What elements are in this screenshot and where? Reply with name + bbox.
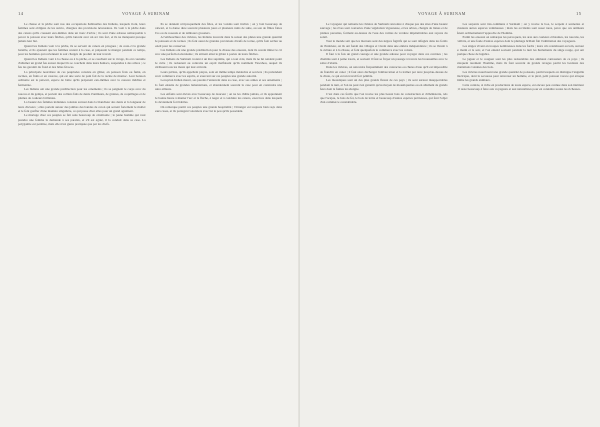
running-head: VOYAGE À SURINAM	[122, 11, 170, 16]
paragraph: Les Indiens de Surinam croient à un être suprême, qui a tout créé, mais ils ne lui rendent point de culte ; ils redoutent au contraire un esprit malfaisant qu'ils nomment Yawahou, auquel ils attribuent tous les maux qui leur arrivent.	[154, 56, 282, 70]
text-column	[18, 22, 146, 417]
paragraph: On remarque parmi ces peuples une grande hospitalité ; l'étranger est toujours bien reçu dans leurs cases, et ils partagent volontiers avec lui le peu qu'ils possèdent.	[154, 104, 282, 113]
paragraph: Ils se donnent réciproquement des fêtes, et les voisins sont invités ; on y boit beaucoup de paiwari, et la danse dure souvent plusieurs jours et plusieurs nuits de suite, au son de flûtes faites d'os ou de roseaux et de tambours grossiers.	[154, 22, 282, 35]
page-number: 15	[576, 11, 582, 16]
paragraph: Le jaguar et le couguar sont les plus redoutables des animaux carnassiers de ce pays ; ils attaquent rarement l'homme, mais ils font souvent de grands ravages parmi les bestiaux des plantations voisines des bois.	[456, 56, 584, 70]
paragraph: Le chasse et la pêche sont nos des occupations habituelles des Indiens, lesquels n'ont, leurs femmes sont obligées de les suivre, chargées des provisions nécessaires. Ils vont à la pêche dans des canots qu'ils creusent eux-mêmes dans un tronc d'arbre ; ils sont d'une adresse remarquable à percer le poisson avec leurs flèches, qu'ils lancent avec un arc très fort, et ils ne manquent presque jamais leur but.	[18, 22, 146, 44]
paragraph: Les serpents sont très-communs à Surinam ; on y trouve le boa, le serpent à sonnettes et plusieurs autres espèces venimeuses ; mais les accidents sont assez rares, parce que ces animaux fuient ordinairement l'approche de l'homme.	[456, 22, 584, 35]
paragraph: Les singes vivent en troupes nombreuses dans les forêts ; leurs cris retentissent au loin, surtout le matin et le soir, et l'on entend souvent pendant la nuit les hurlements du singe rouge, qui ont quelque chose de lugubre.	[456, 43, 584, 57]
paragraph: La principale nourriture de ces peuplades consiste en gibier, en poisson frais ou fumé, en racines, en fruits et en cassave, qui est une sorte de pain fait de la racine de manioc. Leur boisson ordinaire est le paiwari, espèce de bière qu'ils préparent eux-mêmes avec la cassave mâchée et fermentée.	[18, 69, 146, 87]
text-column	[320, 22, 448, 417]
paragraph: Quand les Indiens vont à la chasse ou à la pêche, et se couchent sur le rivage, ils ont coutume d'allumer un grand feu autour duquel ils se couchent dans leurs hamacs, suspendus à des arbres ; ce feu les garantit du froid et des bêtes féroces.	[18, 56, 146, 70]
paragraph: C'est dans ces forêts que l'on trouve les plus beaux bois de construction et d'ébénisterie, tels que l'acajou, le bois de fer, le bois de lettre et beaucoup d'autres espèces précieuses, qui font l'objet d'un commerce considérable.	[320, 91, 448, 105]
paragraph: La beauté des femmes indiennes consiste surtout dans la blancheur des dents et la longueur de leurs cheveux ; elles portent autour des jambes des bandes de coton qui serrent fortement le mollet et le font gonfler d'une manière singulière, ce qui passe chez elles pour un grand agrément.	[18, 100, 146, 113]
paragraph: Ces Indiens ont une grande prédilection pour la chasse des oiseaux, dont ils savent imiter le cri avec une perfection étonnante ; ils attirent ainsi le gibier à portée de leurs flèches.	[154, 48, 282, 57]
paragraph: Les rivières nourrissent une grande quantité de poissons, parmi lesquels on distingue l'anguille électrique, dont la secousse peut renverser un homme, et le piraï, petit poisson vorace qui attaque même les grands animaux.	[456, 69, 584, 83]
text-columns	[18, 22, 282, 417]
paragraph: A l'embouchure des rivières, les Indiens trouvent dans la saison des pluies une grande quantité de poissons et de tortues ; ils font aussi de grandes provisions d'œufs de tortue, qu'ils font sécher au soleil pour les conserver.	[154, 35, 282, 48]
paragraph: Parmi les oiseaux on remarque les perroquets, les aras aux couleurs éclatantes, les toucans, les colibris, et une foule d'autres espèces dont le plumage brillant fait l'admiration des voyageurs.	[456, 35, 584, 44]
paragraph: Il faut à la fois un grand courage et une grande adresse pour voyager dans ces contrées ; les chemins sont à peine tracés, et souvent il faut se frayer un passage à travers les broussailles avec le sabre d'abatis.	[320, 52, 448, 66]
paragraph: Dans les rivières, on rencontre fréquemment des cataractes ou chutes d'eau qu'il est impossible de franchir en canot ; il faut alors décharger l'embarcation et la traîner par terre jusqu'au-dessus de la chute, ce qui est un travail fort pénible.	[320, 65, 448, 79]
paragraph: Les enfants sont élevés avec beaucoup de douceur ; on ne les châtie jamais, et ils apprennent de bonne heure à manier l'arc et la flèche, à nager et à conduire les canots, exercices dans lesquels ils deviennent fort habiles.	[154, 91, 282, 105]
paragraph: Cette contrée, si riche en productions de toute espèce, est encore peu connue dans son intérieur ; il reste beaucoup à faire aux voyageurs et aux naturalistes pour en connaître toutes les richesses.	[456, 82, 584, 92]
paragraph: Le mariage chez ces peuples se fait sans beaucoup de cérémonie ; le jeune homme qui veut prendre une femme la demande à ses parents, et s'il est agréé, il la conduit dans sa case. La polygamie est permise, mais elle n'est guère pratiquée que par les chefs.	[18, 113, 146, 126]
paragraph: Lorsqu'un Indien meurt, ses parents l'enterrent dans sa case, avec ses armes et ses ornements ; ils font ensuite de grandes lamentations, et abandonnent souvent la case pour en construire une autre ailleurs.	[154, 78, 282, 92]
text-columns	[320, 22, 584, 417]
page-number: 14	[18, 11, 24, 16]
text-column	[457, 22, 585, 417]
paragraph: Quand les Indiens vont à la pêche, ils se servent de canots en pirogues ; de ceux-ci la grande bataille, et ils ajoutent que les femmes restent à la case, et préparent le manger pendant ce temps, pour les hommes qui reviennent le soir chargés du produit de leur travail.	[18, 43, 146, 57]
paragraph: Tout le monde sait que les marrons sont des nègres fugitifs qui se sont réfugiés dans les forêts de l'intérieur, où ils ont fondé des villages et vivent dans une entière indépendance ; ils se livrent à la culture et à la chasse, et font quelquefois le commerce avec les colons.	[320, 39, 448, 53]
paragraph: Les Indiens ont une grande prédilection pour les ornements ; ils se peignent le corps avec du roucou et du genipa, et portent des colliers faits de dents d'animaux, de graines, de coquillages et de plumes de couleurs brillantes.	[18, 87, 146, 100]
running-head: VOYAGE À SURINAM	[418, 11, 466, 16]
text-column	[155, 22, 283, 417]
right-page	[300, 0, 600, 427]
paragraph: Les moustiques sont un des plus grands fléaux de ces pays ; ils sont surtout insupportables pendant la nuit, et l'on ne peut s'en garantir qu'au moyen de moustiquaires ou en allumant de grands feux dont la fumée les éloigne.	[320, 78, 448, 92]
paragraph: Leurs prêtres, qu'ils appellent piayes, sont en même temps médecins et sorciers ; ils prétendent avoir commerce avec les esprits, et exercent sur ces peuples une grande autorité.	[154, 69, 282, 79]
paragraph: Le voyageur qui remonte les rivières de Surinam rencontre à chaque pas des sites d'une beauté sauvage ; les rives sont couvertes d'une végétation vigoureuse, et les arbres, chargés de lianes et de plantes parasites, forment au-dessus de l'eau des voûtes de verdure impénétrables aux rayons du soleil.	[320, 22, 448, 40]
